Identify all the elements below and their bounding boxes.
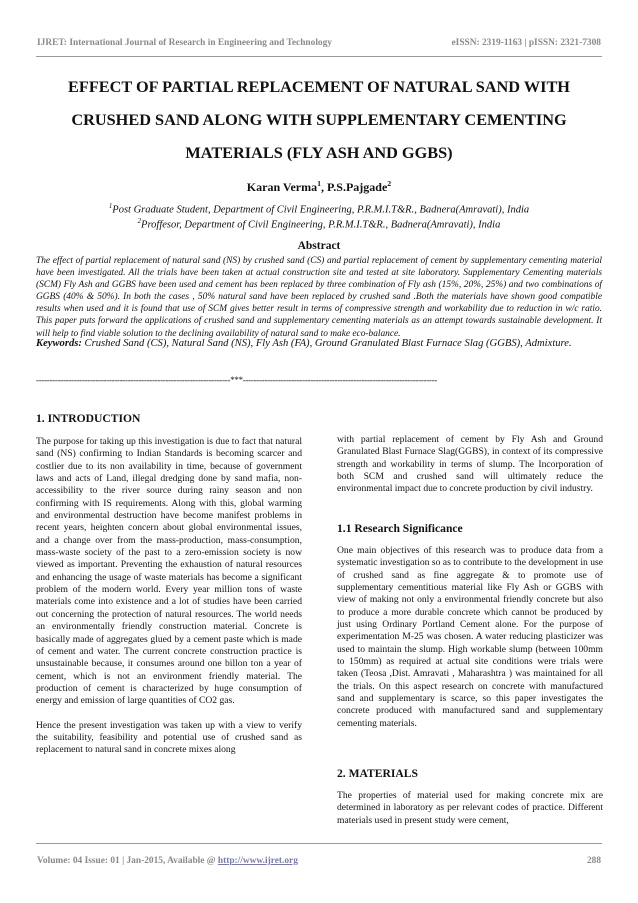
author-separator: , — [321, 180, 328, 194]
materials-heading: 2. MATERIALS — [337, 767, 418, 780]
paper-title: EFFECT OF PARTIAL REPLACEMENT OF NATURAL SAND WITH CRUSHED SAND ALONG WITH SUPPLEMENTARY CEMENTING MATERIALS (FLY ASH AND GGBS) — [68, 77, 570, 162]
research-significance-heading: 1.1 Research Significance — [337, 522, 463, 535]
keywords-label: Keywords: — [36, 338, 82, 349]
keywords — [36, 333, 602, 355]
author-1: Karan Verma — [246, 180, 318, 194]
abstract-text: The effect of partial replacement of natural sand (NS) by crushed sand (CS) and partial replacement of cement by supplementary cementing material have been investigated. All the trials have been taken at actual construction site and tested at site laboratory. Supplementary Cementing materials (SCM) Fly Ash and GGBS have been used and cement has been replaced by three combination of Fly ash (15%, 20%, 25%) and two combinations of GGBS (40% & 50%). In both the cases , 50% natural sand have been replaced by crushed sand .Both the materials have shown good compatible results when used and it is found that use of SCM gives better result in terms of compressive strength and workability due to reduction in w/c ratio. This paper puts forward the applications of crushed sand and supplementary cementing materials as an attempt towards sustainable development. It will help to find viable solution to the declining availability of natural sand to make eco-balance. — [36, 256, 602, 339]
affiliation-2-text: Proffesor, Department of Civil Engineering, P.R.M.I.T&R., Badnera(Amravati), India — [141, 219, 501, 231]
affiliation-2-sup: 2 — [137, 218, 142, 225]
header-rule — [36, 56, 602, 57]
section-separator: ------------------------------------------------------------------------***------------------------------------------------------------------------ — [36, 375, 437, 385]
author-2-sup: 2 — [387, 179, 392, 188]
left-column — [36, 436, 302, 757]
author-2: P.S.Pajgade — [327, 180, 388, 194]
right-column-top — [337, 434, 603, 496]
author-line — [36, 179, 602, 195]
issn-text: eISSN: 2319-1163 | pISSN: 2321-7308 — [451, 38, 601, 48]
materials-block — [337, 790, 603, 827]
affiliation-2 — [36, 218, 602, 231]
affiliation-1-sup: 1 — [108, 203, 113, 210]
page-number: 288 — [586, 856, 601, 866]
intro-paragraph-1: The purpose for taking up this investigation is due to fact that natural sand (NS) confirming to Indian Standards is becoming scarcer and costlier due to its non availability in time, because of government laws and acts of Land, illegal dredging done by sand mafia, non-accessibility to the river source during rainy season and non confirming with IS requirements. Along with this, global warming and environmental destruction have become manifest problems in recent years, heighten concern about global environmental issues, and a change over from the mass-production, mass-consumption, mass-waste society of the past to a zero-emission society is now viewed as important. Preventing the exhaustion of natural resources and enhancing the usage of waste materials has become a significant problem of the modern world. Every year million tons of waste materials come into existence and a lot of studies have been carried out concerning the protection of natural resources. The world needs an environmentally friendly construction material. Concrete is basically made of aggregates glued by a cement paste which is made of cement and water. The current concrete construction practice is unsustainable because, it consumes around one billon ton a year of cement, which is not an environment friendly material. The production of cement is characterized by huge consumption of energy and emission of large quantities of CO2 gas. — [36, 436, 302, 707]
intro-paragraph-2-start: Hence the present investigation was taken up with a view to verify the suitability, feasibility and potential use of crushed sand as replacement to natural sand in concrete mixes along — [36, 719, 302, 756]
research-significance-paragraph: One main objectives of this research was to produce data from a systematic investigation so as to contribute to the development in use of crushed sand as fine aggregate & to promote use of supplementary cementitious material like Fly Ash or GGBS with view of making not only a environmental friendly concrete but also to produce a more durable concrete which cannot be produced by just using Ordinary Portland Cement alone. For the purpose of experimentation M-25 was chosen. A water reducing plasticizer was used to maintain the slump. High workable slump (between 100mm to 150mm) as required at actual site conditions were trials were taken (Teosa ,Dist. Amravati , Maharashtra ) was maintained for all the trials. On this aspect research on concrete with manufactured sand and supplementary is scarce, so this paper investigates the concrete produced with manufactured sand and supplementary cementing materials. — [337, 545, 603, 729]
materials-paragraph: The properties of material used for making concrete mix are determined in laboratory as per relevant codes of practice. Different materials used in present study were cement, — [337, 790, 603, 826]
affiliation-1 — [36, 203, 602, 216]
journal-website-link[interactable]: http://www.ijret.org — [217, 856, 298, 866]
footer-volume-info — [37, 856, 298, 866]
abstract-heading: Abstract — [297, 240, 341, 252]
journal-name: IJRET: International Journal of Research in Engineering and Technology — [37, 38, 332, 48]
intro-paragraph-2-end: with partial replacement of cement by Fly Ash and Ground Granulated Blast Furnace Slag(GGBS), in context of its compressive strength and workability in terms of slump. The Incorporation of both SCM and crushed sand will ultimately reduce the environmental impact due to concrete production by civil industry. — [337, 434, 603, 495]
author-1-sup: 1 — [317, 179, 322, 188]
footer-rule — [36, 843, 602, 844]
affiliation-1-text: Post Graduate Student, Department of Civil Engineering, P.R.M.I.T&R., Badnera(Amravati), India — [112, 204, 530, 216]
introduction-heading: 1. INTRODUCTION — [36, 412, 141, 425]
research-significance-block — [337, 545, 603, 730]
running-header — [37, 38, 601, 48]
keywords-text: Crushed Sand (CS), Natural Sand (NS), Fly Ash (FA), Ground Granulated Blast Furnace Slag (GGBS), Admixture. — [81, 338, 572, 349]
footer-volume-text: Volume: 04 Issue: 01 | Jan-2015, Available @ — [37, 856, 218, 866]
running-footer — [37, 856, 601, 866]
